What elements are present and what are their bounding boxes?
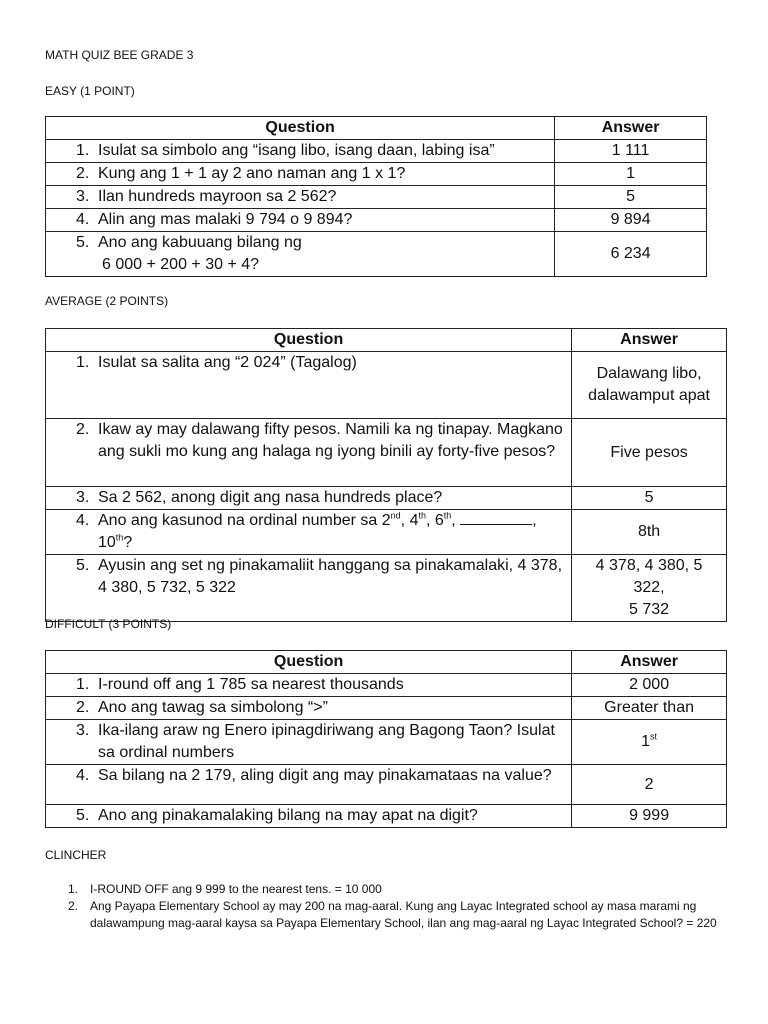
item-text: I-ROUND OFF ang 9 999 to the nearest tens. = 10 000 (90, 882, 382, 896)
question-cell (46, 720, 572, 765)
answer-cell: 9 999 (572, 805, 727, 828)
clincher-heading: CLINCHER (45, 848, 107, 862)
question-cell (46, 352, 572, 419)
question-number: 2. (76, 165, 90, 182)
clincher-list (68, 881, 728, 932)
answer-cell (572, 720, 727, 765)
table-header-row (46, 117, 707, 140)
table-row (46, 765, 727, 805)
question-text: Ilan hundreds mayroon sa 2 562? (98, 188, 337, 205)
column-header-question: Question (46, 117, 555, 140)
question-cell (46, 419, 572, 487)
question-number: 1. (76, 354, 90, 371)
table-row (46, 186, 707, 209)
question-text-line2: sa ordinal numbers (98, 744, 235, 761)
question-text-line2: ang sukli mo kung ang halaga ng iyong binili ay forty-five pesos? (98, 443, 556, 460)
easy-table (45, 116, 707, 277)
question-number: 5. (76, 234, 90, 251)
answer-cell: 6 234 (555, 232, 707, 277)
question-cell (46, 555, 572, 622)
column-header-answer: Answer (555, 117, 707, 140)
table-header-row (46, 329, 727, 352)
question-text: Sa 2 562, anong digit ang nasa hundreds place? (98, 489, 443, 506)
table-row (46, 352, 727, 419)
answer-cell: 8th (572, 510, 727, 555)
table-row (46, 674, 727, 697)
answer-text: 4 378, 4 380, 5 322, (595, 557, 703, 596)
question-number: 2. (76, 421, 90, 438)
list-item (68, 881, 728, 898)
table-row (46, 697, 727, 720)
question-text: Kung ang 1 + 1 ay 2 ano naman ang 1 x 1? (98, 165, 406, 182)
question-cell (46, 805, 572, 828)
question-number: 1. (76, 142, 90, 159)
ordinal-suffix: th (115, 532, 124, 543)
table-row (46, 487, 727, 510)
table-row (46, 140, 707, 163)
question-text: , (532, 512, 537, 529)
item-text: Ang Payapa Elementary School ay may 200 na mag-aaral. Kung ang Layac Integrated school ay masa marami ng dalawampung mag-aaral kaysa sa Payapa Elementary School, ilan ang mag-aaral ng Layac Integrated School? = 220 (90, 899, 717, 930)
question-text: Alin ang mas malaki 9 794 o 9 894? (98, 211, 353, 228)
answer-cell (572, 555, 727, 622)
question-cell (46, 163, 555, 186)
ordinal-suffix: th (443, 510, 452, 521)
answer-cell: 9 894 (555, 209, 707, 232)
table-row (46, 163, 707, 186)
answer-cell: 5 (572, 487, 727, 510)
list-item (68, 898, 728, 932)
average-heading: AVERAGE (2 POINTS) (45, 294, 169, 308)
question-text-line2: 10 (98, 534, 116, 551)
answer-text-line2: dalawamput apat (588, 387, 710, 404)
question-text-line2: 6 000 + 200 + 30 + 4? (102, 256, 260, 273)
question-number: 3. (76, 722, 90, 739)
question-number: 4. (76, 211, 90, 228)
question-cell (46, 186, 555, 209)
question-text: Isulat sa simbolo ang “isang libo, isang daan, labing isa” (98, 142, 495, 159)
question-number: 5. (76, 807, 90, 824)
answer-cell: Five pesos (572, 419, 727, 487)
question-text: I-round off ang 1 785 sa nearest thousands (98, 676, 404, 693)
question-cell (46, 510, 572, 555)
question-text: Ikaw ay may dalawang fifty pesos. Namili ka ng tinapay. Magkano (98, 421, 563, 438)
column-header-question: Question (46, 329, 572, 352)
item-number: 2. (68, 899, 79, 913)
answer-cell: 1 111 (555, 140, 707, 163)
ordinal-suffix: nd (390, 510, 401, 521)
question-cell (46, 140, 555, 163)
question-text: Isulat sa salita ang “2 024” (Tagalog) (98, 354, 357, 371)
table-header-row (46, 651, 727, 674)
ordinal-suffix: th (418, 510, 426, 521)
document-title: MATH QUIZ BEE GRADE 3 (45, 48, 194, 62)
question-text-line2: 4 380, 5 732, 5 322 (98, 579, 236, 596)
question-text: Ano ang tawag sa simbolong “>” (98, 699, 328, 716)
question-cell (46, 487, 572, 510)
difficult-heading: DIFFICULT (3 POINTS) (45, 617, 172, 631)
question-text: ? (123, 534, 133, 551)
difficult-table (45, 650, 727, 828)
question-text: Ayusin ang set ng pinakamaliit hanggang sa pinakamalaki, 4 378, (98, 557, 563, 574)
table-row (46, 209, 707, 232)
table-row (46, 555, 727, 622)
question-text: , 4 (400, 512, 419, 529)
table-row (46, 232, 707, 277)
question-cell (46, 674, 572, 697)
question-number: 5. (76, 557, 90, 574)
question-text: , 6 (425, 512, 444, 529)
answer-text-line2: 5 732 (629, 601, 670, 618)
answer-cell: 1 (555, 163, 707, 186)
easy-heading: EASY (1 POINT) (45, 84, 135, 98)
average-table (45, 328, 727, 622)
question-cell (46, 765, 572, 805)
question-text: Ano ang kasunod na ordinal number sa 2 (98, 512, 391, 529)
question-number: 2. (76, 699, 90, 716)
question-number: 3. (76, 188, 90, 205)
table-row (46, 419, 727, 487)
column-header-answer: Answer (572, 329, 727, 352)
question-cell (46, 232, 555, 277)
answer-blank-line (460, 510, 532, 525)
answer-cell: 2 (572, 765, 727, 805)
answer-text: Dalawang libo, (596, 365, 702, 382)
question-cell (46, 209, 555, 232)
ordinal-suffix: st (650, 731, 658, 742)
item-number: 1. (68, 882, 79, 896)
answer-cell (572, 352, 727, 419)
question-text: Ano ang pinakamalaking bilang na may apat na digit? (98, 807, 478, 824)
answer-cell: 5 (555, 186, 707, 209)
answer-text: 1 (641, 733, 651, 750)
question-number: 3. (76, 489, 90, 506)
question-text: , (451, 512, 461, 529)
table-row (46, 805, 727, 828)
question-number: 4. (76, 512, 90, 529)
question-text: Ika-ilang araw ng Enero ipinagdiriwang ang Bagong Taon? Isulat (98, 722, 555, 739)
question-cell (46, 697, 572, 720)
question-text: Sa bilang na 2 179, aling digit ang may pinakamataas na value? (98, 767, 552, 784)
answer-cell: Greater than (572, 697, 727, 720)
question-number: 4. (76, 767, 90, 784)
table-row (46, 510, 727, 555)
table-row (46, 720, 727, 765)
question-text: Ano ang kabuuang bilang ng (98, 234, 302, 251)
column-header-answer: Answer (572, 651, 727, 674)
column-header-question: Question (46, 651, 572, 674)
answer-cell: 2 000 (572, 674, 727, 697)
question-number: 1. (76, 676, 90, 693)
